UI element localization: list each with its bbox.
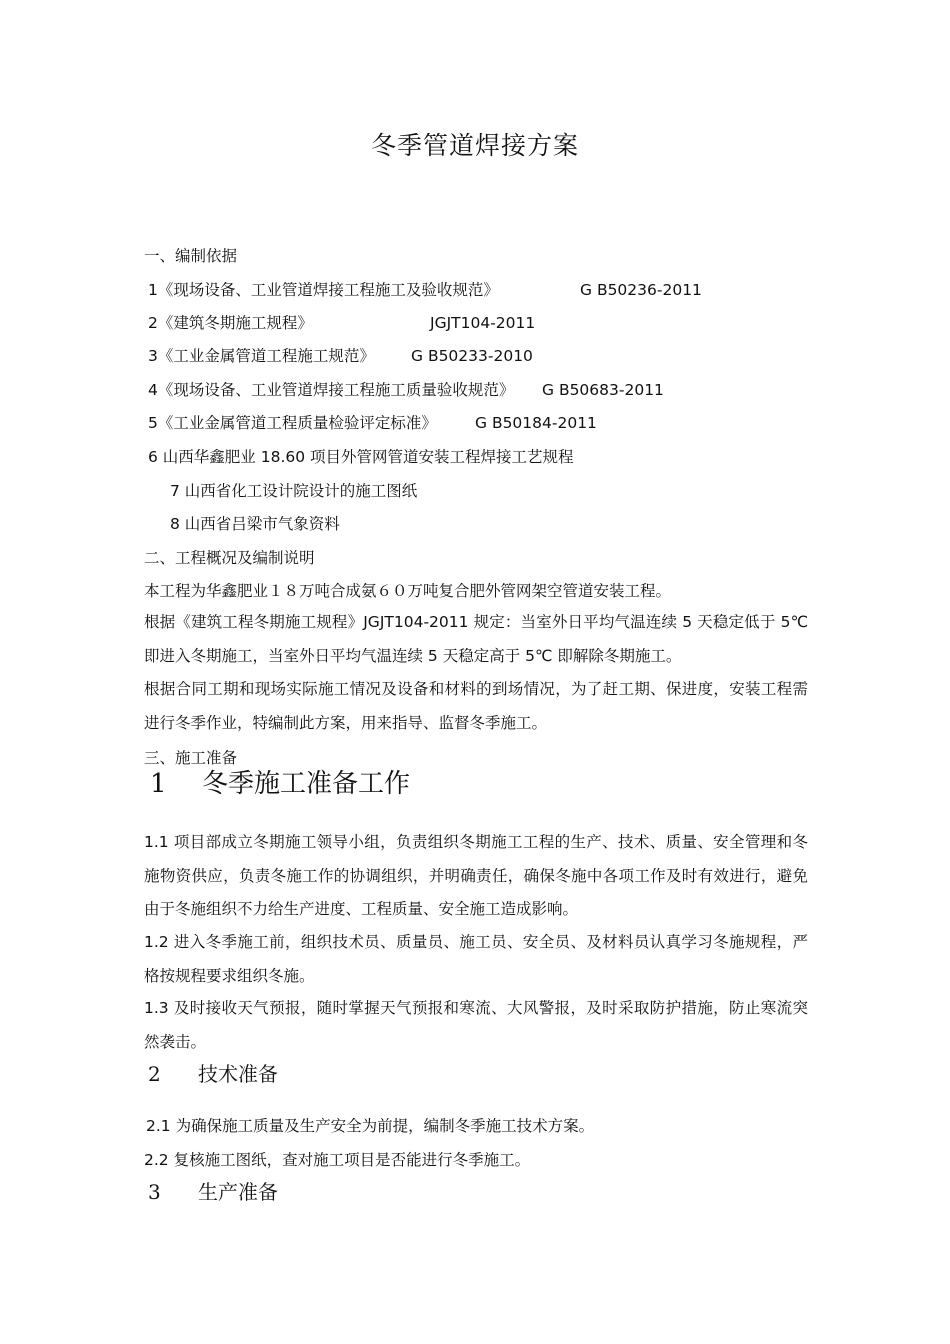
subsection-number: 3 bbox=[148, 1180, 161, 1204]
subsection-heading bbox=[148, 1178, 278, 1206]
section-heading-overview: 二、工程概况及编制说明 bbox=[144, 549, 315, 567]
reference-code: JGJT104-2011 bbox=[430, 314, 536, 332]
list-item: 1.2 进入冬季施工前，组织技术员、质量员、施工员、安全员、及材料员认真学习冬施规程，严格按规程要求组织冬施。 bbox=[144, 933, 808, 985]
reference-code: G B50184-2011 bbox=[475, 414, 597, 432]
subsection-number: 1 bbox=[150, 769, 167, 799]
section-heading-preparation: 三、施工准备 bbox=[144, 749, 238, 767]
subsection-title: 生产准备 bbox=[198, 1180, 278, 1204]
subsection-number: 2 bbox=[148, 1062, 161, 1086]
paragraph: 根据合同工期和现场实际施工情况及设备和材料的到场情况，为了赶工期、保进度，安装工程需进行冬季作业，特编制此方案，用来指导、监督冬季施工。 bbox=[144, 680, 808, 732]
subsection-heading bbox=[148, 1060, 278, 1088]
list-item: 1.1 项目部成立冬期施工领导小组，负责组织冬期施工工程的生产、技术、质量、安全管理和冬施物资供应，负责冬施工作的协调组织，并明确责任，确保冬施中各项工作及时有效进行，避免由于冬施组织不力给生产进度、工程质量、安全施工造成影响。 bbox=[144, 833, 808, 918]
reference-code: G B50683-2011 bbox=[542, 381, 664, 399]
paragraph: 本工程为华鑫肥业１８万吨合成氨６０万吨复合肥外管网架空管道安装工程。 bbox=[144, 582, 672, 600]
list-item: 2.1 为确保施工质量及生产安全为前提，编制冬季施工技术方案。 bbox=[146, 1117, 595, 1135]
subsection-heading bbox=[150, 766, 410, 802]
reference-item: 2《建筑冬期施工规程》 bbox=[148, 314, 313, 332]
list-item: 1.3 及时接收天气预报，随时掌握天气预报和寒流、大风警报，及时采取防护措施，防止寒流突然袭击。 bbox=[144, 999, 808, 1051]
reference-item: 7 山西省化工设计院设计的施工图纸 bbox=[170, 482, 418, 500]
document-title: 冬季管道焊接方案 bbox=[370, 131, 579, 160]
section-heading-basis: 一、编制依据 bbox=[144, 247, 238, 265]
paragraph: 根据《建筑工程冬期施工规程》JGJT104-2011 规定：当室外日平均气温连续 5 天稳定低于 5℃ 即进入冬期施工，当室外日平均气温连续 5 天稳定高于 5℃ 即解除冬期施工。 bbox=[144, 613, 808, 665]
reference-code: G B50233-2010 bbox=[411, 347, 533, 365]
reference-item: 3《工业金属管道工程施工规范》 bbox=[148, 347, 375, 365]
reference-item: 5《工业金属管道工程质量检验评定标准》 bbox=[148, 414, 437, 432]
list-item: 2.2 复核施工图纸，查对施工项目是否能进行冬季施工。 bbox=[144, 1151, 531, 1169]
reference-item: 6 山西华鑫肥业 18.60 项目外管网管道安装工程焊接工艺规程 bbox=[148, 448, 574, 466]
reference-item: 8 山西省吕梁市气象资料 bbox=[170, 515, 340, 533]
reference-item: 4《现场设备、工业管道焊接工程施工质量验收规范》 bbox=[148, 381, 515, 399]
subsection-title: 冬季施工准备工作 bbox=[202, 769, 411, 799]
subsection-title: 技术准备 bbox=[198, 1062, 278, 1086]
reference-item: 1《现场设备、工业管道焊接工程施工及验收规范》 bbox=[148, 281, 499, 299]
reference-code: G B50236-2011 bbox=[580, 281, 702, 299]
